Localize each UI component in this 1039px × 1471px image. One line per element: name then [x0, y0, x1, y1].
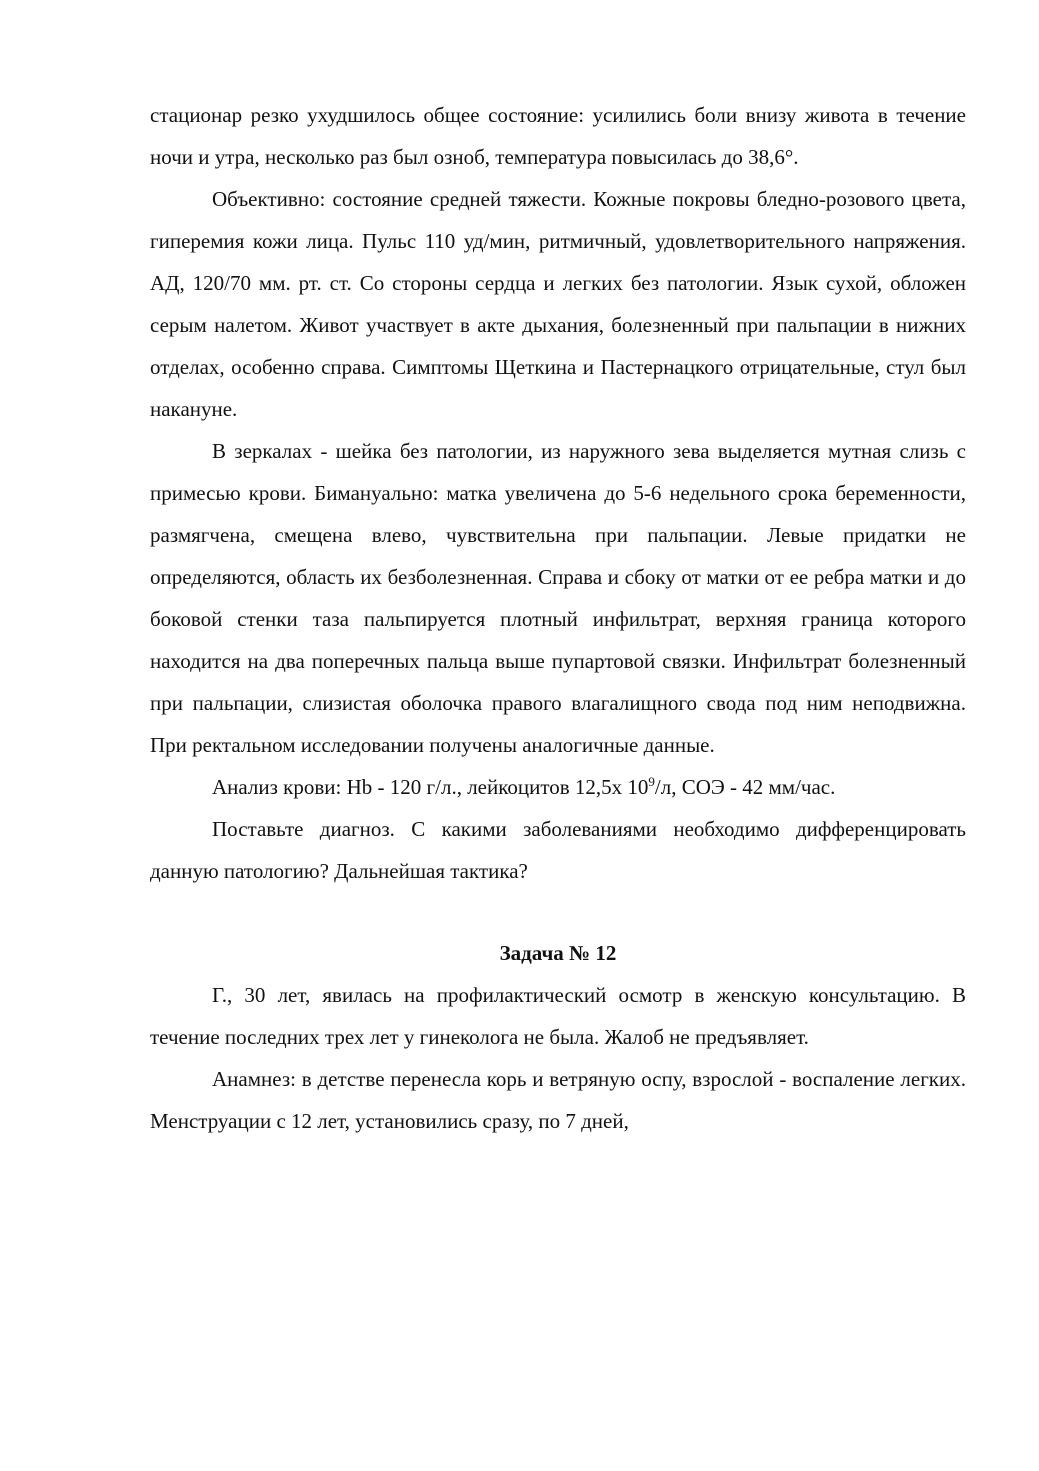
paragraph-gynecological-exam: В зеркалах - шейка без патологии, из наружного зева выделяется мутная слизь с примесью крови. Бимануально: матка увеличена до 5-6 недельного срока беременности, размягчена, смещена влево, чувствительна при пальпации. Левые придатки не определяются, область их безболезненная. Справа и сбоку от матки от ее ребра матки и до боковой стенки таза пальпируется плотный инфильтрат, верхняя граница которого находится на два поперечных пальца выше пупартовой связки. Инфильтрат болезненный при пальпации, слизистая оболочка правого влагалищного свода под ним неподвижна. При ректальном исследовании получены аналогичные данные. [150, 439, 966, 757]
paragraph-task-intro: Г., 30 лет, явилась на профилактический осмотр в женскую консультацию. В течение последних трех лет у гинеколога не была. Жалоб не предъявляет. [150, 983, 966, 1049]
blood-test-text: Анализ крови: Hb - 120 г/л., лейкоцитов 12,5х 10 [212, 775, 649, 799]
task-heading: Задача № 12 [499, 941, 617, 965]
paragraph-question: Поставьте диагноз. С какими заболеваниями необходимо дифференцировать данную патологию? Дальнейшая тактика? [150, 817, 966, 883]
paragraph-continuation: стационар резко ухудшилось общее состояние: усилились боли внизу живота в течение ночи и утра, несколько раз был озноб, температура повысилась до 38,6°. [150, 103, 966, 169]
document-page [150, 94, 966, 1142]
paragraph-anamnesis: Анамнез: в детстве перенесла корь и ветряную оспу, взрослой - воспаление легких. Менструации с 12 лет, установились сразу, по 7 дней, [150, 1067, 966, 1133]
paragraph-objective-exam: Объективно: состояние средней тяжести. Кожные покровы бледно-розового цвета, гиперемия кожи лица. Пульс 110 уд/мин, ритмичный, удовлетворительного напряжения. АД, 120/70 мм. рт. ст. Со стороны сердца и легких без патологии. Язык сухой, обложен серым налетом. Живот участвует в акте дыхания, болезненный при пальпации в нижних отделах, особенно справа. Симптомы Щеткина и Пастернацкого отрицательные, стул был накануне. [150, 187, 966, 421]
blood-test-exponent: 9 [648, 774, 655, 789]
blood-test-text-end: /л, СОЭ - 42 мм/час. [654, 775, 836, 799]
paragraph-blood-test [150, 766, 966, 808]
